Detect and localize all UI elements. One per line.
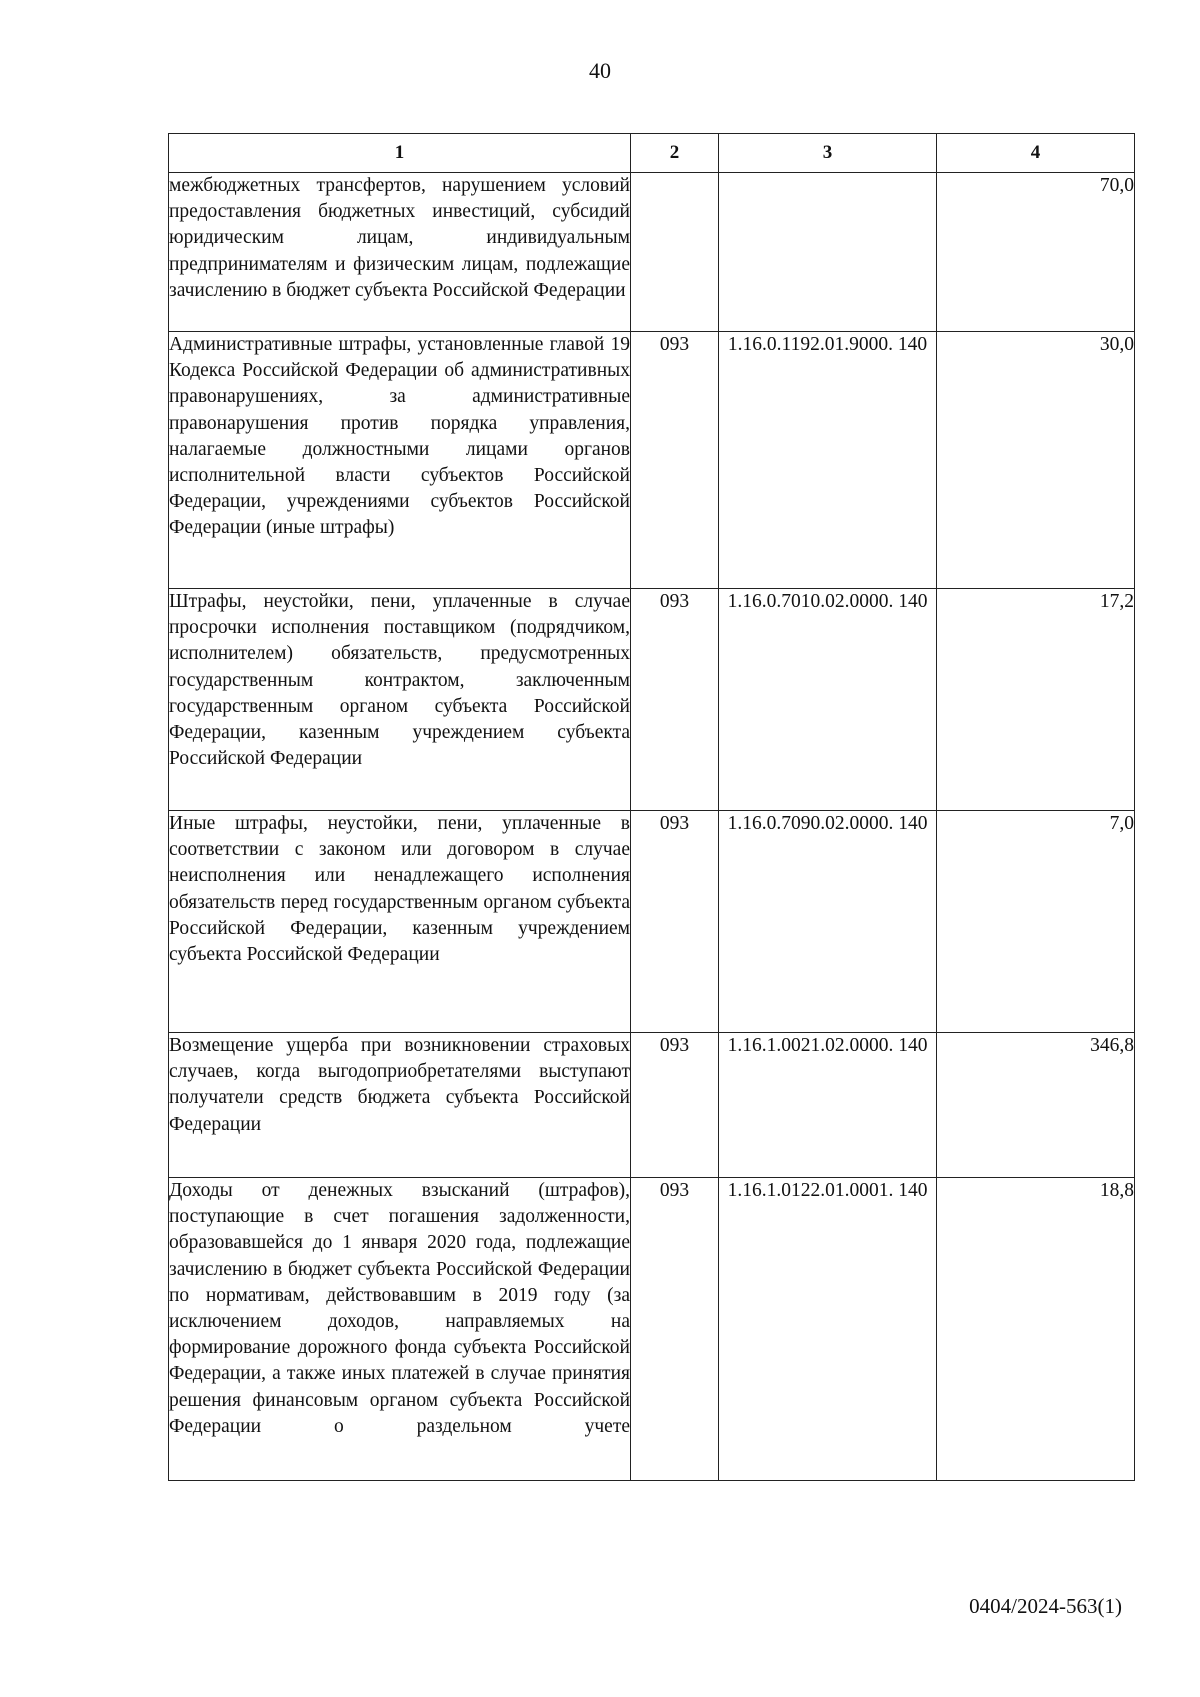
row-admin-code: 093 [631, 589, 719, 811]
row-budget-code: 1.16.1.0021.02.0000. 140 [719, 1033, 937, 1178]
row-description: Иные штрафы, неустойки, пени, уплаченные в соответствии с законом или договором в случае неисполнения или ненадлежащего исполнения обязательств перед государственным органом субъекта Российской Федерации, казенным учреждением субъекта Российской Федерации [169, 811, 631, 1033]
row-amount: 17,2 [937, 589, 1135, 811]
row-description: Доходы от денежных взысканий (штрафов), поступающие в счет погашения задолженности, образовавшейся до 1 января 2020 года, подлежащие зачислению в бюджет субъекта Российской Федерации по нормативам, действовавшим в 2019 году (за исключением доходов, направляемых на формирование дорожного фонда субъекта Российской Федерации, а также иных платежей в случае принятия решения финансовым органом субъекта Российской Федерации о раздельном учете [169, 1178, 631, 1481]
page-number: 40 [589, 58, 611, 83]
table-row [169, 1178, 1135, 1481]
table-row [169, 1033, 1135, 1178]
row-admin-code: 093 [631, 811, 719, 1033]
row-amount: 7,0 [937, 811, 1135, 1033]
row-amount: 18,8 [937, 1178, 1135, 1481]
table-row [169, 811, 1135, 1033]
row-description: Административные штрафы, установленные главой 19 Кодекса Российской Федерации об административных правонарушениях, за административные правонарушения против порядка управления, налагаемые должностными лицами органов исполнительной власти субъектов Российской Федерации, учреждениями субъектов Российской Федерации (иные штрафы) [169, 332, 631, 589]
row-admin-code [631, 173, 719, 332]
row-budget-code: 1.16.0.1192.01.9000. 140 [719, 332, 937, 589]
column-header-2: 2 [631, 134, 719, 173]
row-description: Возмещение ущерба при возникновении страховых случаев, когда выгодоприобретателями выступают получатели средств бюджета субъекта Российской Федерации [169, 1033, 631, 1178]
column-header-4: 4 [937, 134, 1135, 173]
table-header-row [169, 134, 1135, 173]
document-registration-code: 0404/2024-563(1) [969, 1594, 1122, 1618]
row-budget-code: 1.16.0.7010.02.0000. 140 [719, 589, 937, 811]
row-amount: 70,0 [937, 173, 1135, 332]
row-description: Штрафы, неустойки, пени, уплаченные в случае просрочки исполнения поставщиком (подрядчиком, исполнителем) обязательств, предусмотренных государственным контрактом, заключенным государственным органом субъекта Российской Федерации, казенным учреждением субъекта Российской Федерации [169, 589, 631, 811]
row-admin-code: 093 [631, 1033, 719, 1178]
row-budget-code [719, 173, 937, 332]
row-admin-code: 093 [631, 332, 719, 589]
row-budget-code: 1.16.0.7090.02.0000. 140 [719, 811, 937, 1033]
row-amount: 346,8 [937, 1033, 1135, 1178]
column-header-1: 1 [169, 134, 631, 173]
table-row [169, 332, 1135, 589]
table-row [169, 589, 1135, 811]
row-admin-code: 093 [631, 1178, 719, 1481]
row-amount: 30,0 [937, 332, 1135, 589]
row-budget-code: 1.16.1.0122.01.0001. 140 [719, 1178, 937, 1481]
table-row [169, 173, 1135, 332]
revenue-table [168, 133, 1135, 1481]
column-header-3: 3 [719, 134, 937, 173]
row-description: межбюджетных трансфертов, нарушением условий предоставления бюджетных инвестиций, субсидий юридическим лицам, индивидуальным предпринимателям и физическим лицам, подлежащие зачислению в бюджет субъекта Российской Федерации [169, 173, 631, 332]
